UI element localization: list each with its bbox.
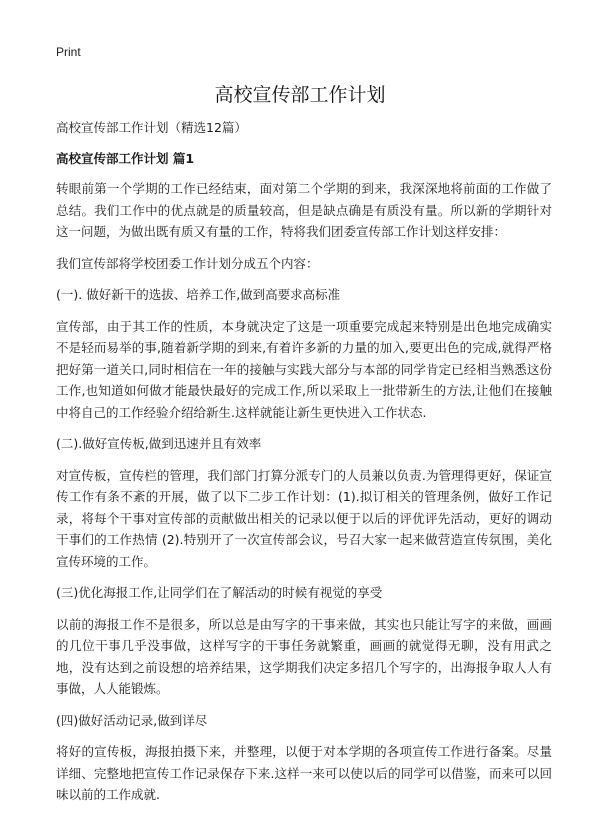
article-body <box>56 117 552 816</box>
print-link[interactable]: Print <box>56 45 81 59</box>
article-subtitle: 高校宣传部工作计划（精选12篇） <box>56 120 247 135</box>
page-title: 高校宣传部工作计划 <box>214 84 386 106</box>
overview-paragraph: 我们宣传部将学校团委工作计划分成五个内容： <box>56 255 319 271</box>
section-2-body: 对宣传板，宣传栏的管理，我们部门打算分派专门的人员兼以负责.为管理得更好，保证宣传工作有条不紊的开展，做了以下二步工作计划：(1).拟订相关的管理条例，做好工作记录，将每个干事对宣传部的贡献做出相关的记录以便于以后的评优评先活动，更好的调动干事们的工作热情 (2).特别开了一次宣传部会议，号召大家一起来做营造宣传氛围，美化宣传环境的工作。 <box>56 467 552 569</box>
section-1-title: (一). 做好新干的选拔、培养工作,做到高要求高标准 <box>56 287 341 302</box>
section-3-body: 以前的海报工作不是很多，所以总是由写字的干事来做，其实也只能让写字的来做，画画的几位干事几乎没事做，这样写字的干事任务就繁重，画画的就觉得无聊，没有用武之地，没有达到之前设想的培养结果，这学期我们决定多招几个写字的，出海报争取人人有事做，人人能锻炼。 <box>56 616 552 696</box>
section-2-title: (二).做好宣传板,做到迅速并且有效率 <box>56 436 262 451</box>
section-3-title: (三)优化海报工作,让同学们在了解活动的时候有视觉的享受 <box>56 585 383 600</box>
intro-paragraph: 转眼前第一个学期的工作已经结束，面对第二个学期的到来，我深深地将前面的工作做了总结。我们工作中的优点就是的质量较高，但是缺点确是有质没有量。所以新的学期针对这一问题，为做出既有质又有量的工作，特将我们团委宣传部工作计划这样安排： <box>56 181 552 239</box>
article-heading: 高校宣传部工作计划 篇1 <box>56 150 195 166</box>
section-4-title: (四)做好活动记录,做到详尽 <box>56 712 208 728</box>
section-4-body: 将好的宣传板，海报拍摄下来，并整理，以便于对本学期的各项宣传工作进行备案。尽量详细、完整地把宣传工作记录保存下来.这样一来可以使以后的同学可以借鉴，而来可以回味以前的工作成就. <box>56 744 552 802</box>
section-1-body: 宣传部，由于其工作的性质，本身就决定了这是一项重要完成起来特别是出色地完成确实不是轻而易举的事,随着新学期的到来,有着许多新的力量的加入,要更出色的完成,就得严格把好第一道关口,同时相信在一年的接触与实践大部分与本部的同学肯定已经相当熟悉这份工作,也知道如何做才能最快最好的完成工作,所以采取上一批带新生的方法,让他们在接触中将自己的工作经验介绍给新生.这样就能让新生更快进入工作状态. <box>56 318 552 420</box>
